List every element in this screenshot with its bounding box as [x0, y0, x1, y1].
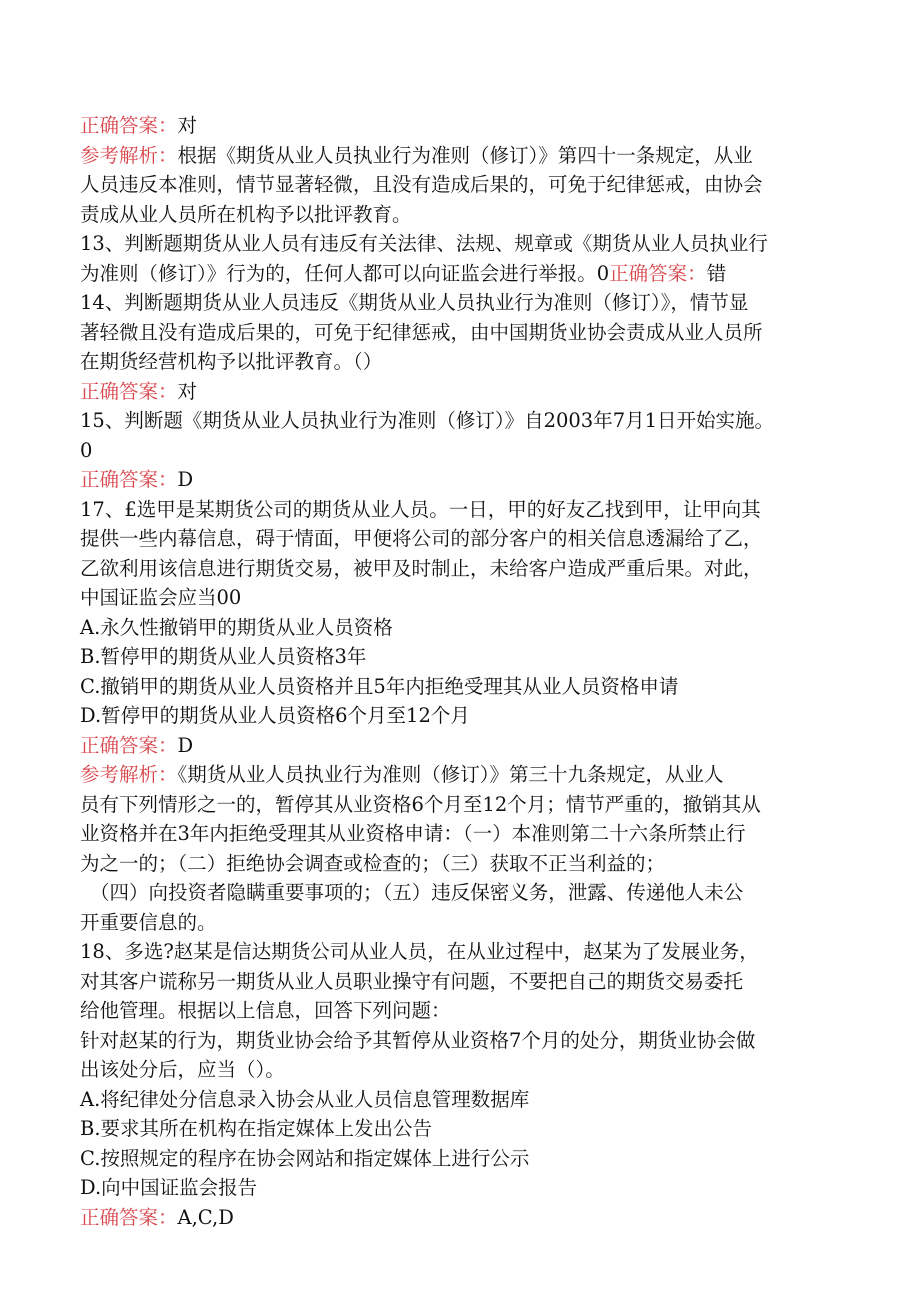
question-line: [80, 259, 840, 289]
question-line: 针对赵某的行为，期货业协会给予其暂停从业资格7个月的处分，期货业协会做: [80, 1028, 756, 1052]
question-line: 15、判断题《期货从业人员执业行为准则（修订）》自2003年7月1日开始实施。: [80, 409, 775, 432]
question-line: 出该处分后，应当（）。: [80, 1058, 285, 1081]
answer-value: D: [177, 468, 194, 491]
option-line: A.永久性撤销甲的期货从业人员资格: [80, 615, 393, 639]
option-line: B.暂停甲的期货从业人员资格3年: [80, 645, 367, 668]
question-line: 提供一些内幕信息，碍于情面，甲便将公司的部分客户的相关信息透漏给了乙，: [80, 527, 763, 550]
text-line: 人员违反本准则，情节显著轻微，且没有造成后果的，可免于纪律惩戒，由协会: [80, 173, 763, 196]
answer-value: 错: [706, 261, 727, 285]
explanation-text: 根据《期货从业人员执业行为准则（修订）》第四十一条规定，从业: [177, 143, 753, 167]
question-line: 18、多选?赵某是信达期货公司从业人员，在从业过程中，赵某为了发展业务，: [80, 940, 759, 963]
answer-value: 对: [177, 379, 198, 403]
explanation-line: [80, 141, 840, 171]
option-line: C.按照规定的程序在协会网站和指定媒体上进行公示: [80, 1146, 530, 1170]
answer-line: [80, 377, 840, 407]
answer-line: [80, 1203, 840, 1233]
explanation-label: 参考解析：: [80, 143, 178, 167]
answer-line: [80, 731, 840, 761]
option-line: D.暂停甲的期货从业人员资格6个月至12个月: [80, 704, 470, 727]
question-line: 著轻微且没有造成后果的，可免于纪律惩戒，由中国期货业协会责成从业人员所: [80, 320, 763, 344]
question-text: 为准则（修订）》行为的，任何人都可以向证监会进行举报。0: [80, 261, 610, 285]
answer-label: 正确答案：: [80, 379, 178, 403]
answer-label: 正确答案：: [80, 468, 178, 491]
option-line: D.向中国证监会报告: [80, 1176, 258, 1199]
text-line: 业资格并在3年内拒绝受理其从业资格申请：（一）本准则第二十六条所禁止行: [80, 822, 746, 845]
question-line: 对其客户谎称另一期货从业人员职业操守有问题，不要把自己的期货交易委托: [80, 969, 744, 993]
answer-line: [80, 465, 840, 495]
question-line: 0: [80, 438, 93, 462]
question-line: 中国证监会应当00: [80, 586, 242, 609]
answer-label: 正确答案：: [80, 1205, 178, 1229]
question-line: 乙欲利用该信息进行期货交易，被甲及时制止，未给客户造成严重后果。对此，: [80, 556, 763, 580]
answer-label: 正确答案：: [80, 114, 178, 137]
question-line: 给他管理。根据以上信息，回答下列问题：: [80, 999, 451, 1022]
question-line: 13、判断题期货从业人员有违反有关法律、法规、规章或《期货从业人员执业行: [80, 232, 768, 255]
question-line: 14、判断题期货从业人员违反《期货从业人员执业行为准则（修订）》，情节显: [80, 291, 749, 314]
option-line: A.将纪律处分信息录入协会从业人员信息管理数据库: [80, 1087, 530, 1111]
text-line: （四）向投资者隐瞒重要事项的；（五）违反保密义务，泄露、传递他人未公: [90, 881, 744, 904]
text-line: 员有下列情形之一的，暂停其从业资格6个月至12个月；情节严重的，撤销其从: [80, 792, 761, 816]
question-line: 在期货经营机构予以批评教育。（）: [80, 350, 383, 373]
text-line: 为之一的；（二）拒绝协会调查或检查的；（三）获取不正当利益的；: [80, 851, 666, 875]
answer-value: A,C,D: [177, 1205, 234, 1229]
document-body: [80, 111, 840, 1232]
option-line: B.要求其所在机构在指定媒体上发出公告: [80, 1117, 433, 1140]
answer-value: 对: [177, 114, 198, 137]
answer-line: [80, 111, 840, 141]
explanation-line: [80, 760, 840, 790]
explanation-text: 《期货从业人员执业行为准则（修订）》第三十九条规定，从业人: [177, 763, 724, 786]
explanation-label: 参考解析：: [80, 763, 178, 786]
answer-value: D: [177, 733, 194, 757]
text-line: 开重要信息的。: [80, 910, 217, 934]
option-line: C.撤销甲的期货从业人员资格并且5年内拒绝受理其从业人员资格申请: [80, 674, 679, 698]
text-line: 责成从业人员所在机构予以批评教育。: [80, 202, 412, 226]
answer-label: 正确答案：: [609, 261, 707, 285]
question-line: 17、£选甲是某期货公司的期货从业人员。一日，甲的好友乙找到甲，让甲向其: [80, 497, 761, 521]
answer-label: 正确答案：: [80, 733, 178, 757]
